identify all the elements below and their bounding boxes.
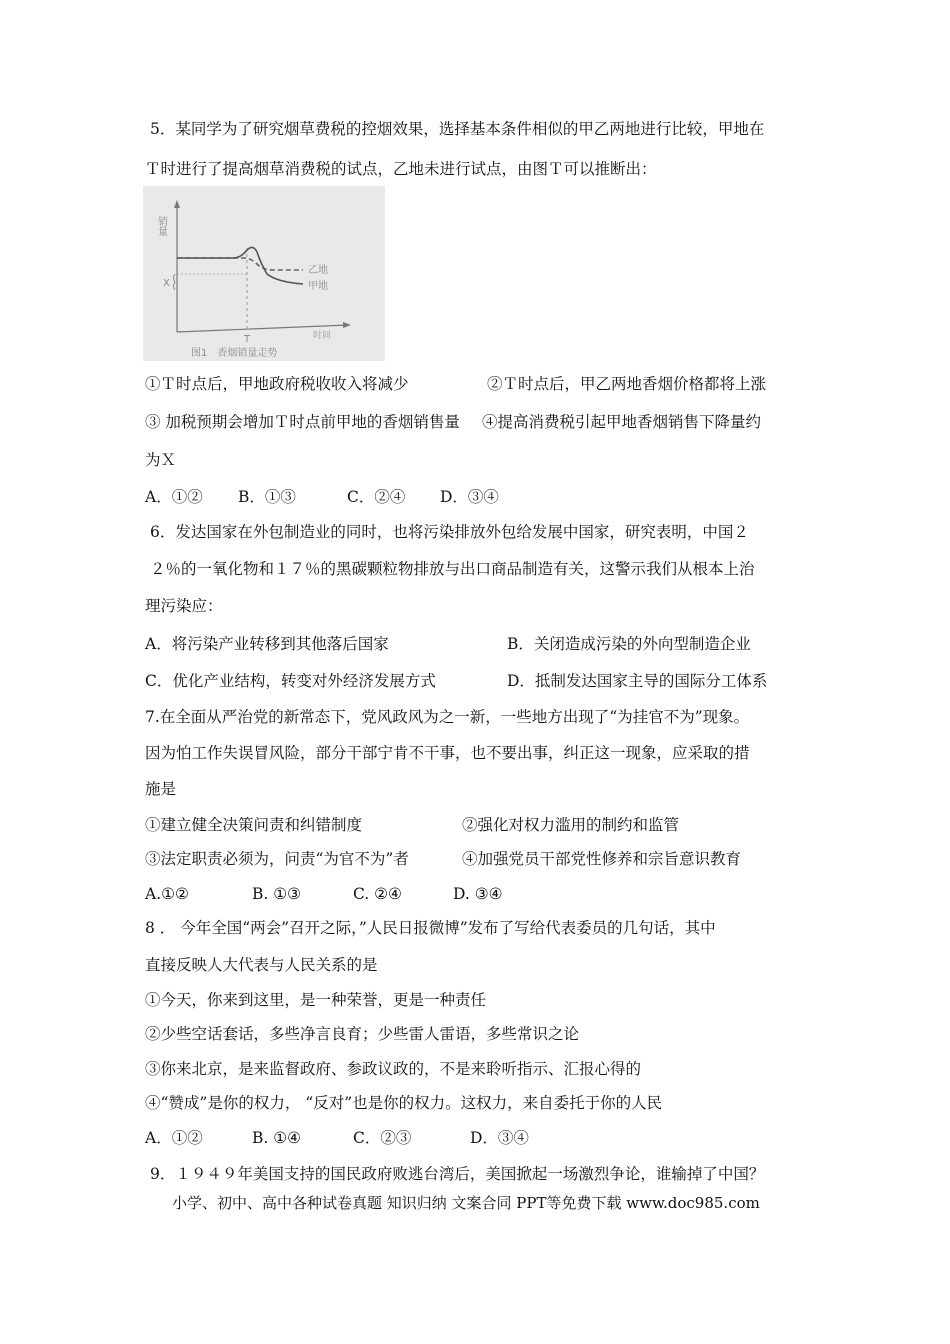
- q7-option-c: C. ②④: [353, 885, 402, 903]
- q6-line-1: 6．发达国家在外包制造业的同时，也将污染排放外包给发展中国家，研究表明，中国２: [150, 523, 749, 541]
- series-yi-line: [177, 258, 303, 270]
- q6-line-3: 理污染应：: [145, 597, 223, 615]
- q6-option-a: A．将污染产业转移到其他落后国家: [145, 635, 389, 653]
- q7-statement-1: ①建立健全决策问责和纠错制度: [145, 816, 363, 834]
- x-brace: [174, 274, 176, 290]
- q8-option-a: A．①②: [145, 1129, 203, 1147]
- q5-option-c: C．②④: [347, 488, 406, 506]
- y-axis-arrow: [174, 200, 180, 208]
- q5-statement-2: ②Ｔ时点后，甲乙两地香烟价格都将上涨: [487, 375, 767, 393]
- q5-option-a: A．①②: [145, 488, 203, 506]
- q7-statement-4: ④加强党员干部党性修养和宗旨意识教育: [462, 850, 742, 868]
- sales-trend-chart: [143, 186, 385, 361]
- q5-statement-1: ①Ｔ时点后，甲地政府税收收入将减少: [145, 375, 409, 393]
- series-jia-label: 甲地: [308, 281, 328, 292]
- series-jia-line: [177, 247, 303, 284]
- q5-line-2: Ｔ时进行了提高烟草消费税的试点，乙地未进行试点，由图Ｔ可以推断出：: [145, 160, 657, 178]
- q8-statement-4: ④“赞成”是你的权力， “反对”也是你的权力。这权力，来自委托于你的人民: [145, 1094, 663, 1112]
- q7-line-2: 因为怕工作失误冒风险，部分干部宁肯不干事，也不要出事，纠正这一现象，应采取的措: [145, 744, 750, 762]
- q8-option-b: B. ①④: [252, 1129, 302, 1147]
- q8-option-d: D．③④: [470, 1129, 529, 1147]
- q8-option-c: C．②③: [353, 1129, 412, 1147]
- sales-trend-figure: [143, 186, 385, 361]
- q9-line-1: 9．１９４９年美国支持的国民政府败逃台湾后，美国掀起一场激烈争论，谁输掉了中国？: [150, 1165, 765, 1183]
- q5-statement-3: ③ 加税预期会增加Ｔ时点前甲地的香烟销售量: [145, 413, 460, 431]
- q7-line-3: 施是: [145, 780, 177, 798]
- q5-line-1: 5．某同学为了研究烟草费税的控烟效果，选择基本条件相似的甲乙两地进行比较，甲地在: [150, 120, 765, 138]
- x-axis-arrow: [343, 322, 351, 328]
- q6-option-d: D．抵制发达国家主导的国际分工体系: [507, 672, 768, 690]
- q5-statement-4: ④提高消费税引起甲地香烟销售下降量约: [482, 413, 762, 431]
- q8-statement-2: ②少些空话套话，多些净言良育；少些雷人雷语，多些常识之论: [145, 1025, 580, 1043]
- q7-option-d: D. ③④: [453, 885, 503, 903]
- q7-option-a: A.①②: [145, 885, 189, 903]
- q8-line-2: 直接反映人大代表与人民关系的是: [145, 956, 378, 974]
- series-yi-label: 乙地: [308, 265, 328, 276]
- q5-option-d: D．③④: [440, 488, 499, 506]
- q8-statement-3: ③你来北京，是来监督政府、参政议政的，不是来聆听指示、汇报心得的: [145, 1060, 642, 1078]
- t-mark-label: T: [244, 334, 251, 345]
- q6-line-2: ２％的一氧化物和１７％的黑碳颗粒物排放与出口商品制造有关，这警示我们从根本上治: [150, 560, 755, 578]
- q5-statement-4-cont: 为Ｘ: [145, 451, 177, 469]
- q6-option-b: B．关闭造成污染的外向型制造企业: [507, 635, 751, 653]
- q8-statement-1: ①今天，你来到这里，是一种荣誉，更是一种责任: [145, 991, 487, 1009]
- x-axis-label: 时间: [313, 331, 332, 341]
- q7-statement-3: ③法定职责必须为，问责“为官不为”者: [145, 850, 409, 868]
- q7-option-b: B. ①③: [252, 885, 302, 903]
- q8-line-1: 8 ． 今年全国“两会”召开之际，”人民日报微博”发布了写给代表委员的几句话，其中: [145, 919, 716, 937]
- q5-option-b: B．①③: [238, 488, 296, 506]
- q6-option-c: C．优化产业结构，转变对外经济发展方式: [145, 672, 436, 690]
- y-axis-label: 销量: [155, 216, 167, 236]
- page-footer: 小学、初中、高中各种试卷真题 知识归纳 文案合同 PPT等免费下载 www.doc985.com: [172, 1194, 760, 1212]
- q7-line-1: 7.在全面从严治党的新常态下，党风政风为之一新，一些地方出现了“为挂官不为”现象。: [145, 708, 750, 726]
- q7-statement-2: ②强化对权力滥用的制约和监管: [462, 816, 680, 834]
- figure-caption: 图1 香烟销量走势: [191, 348, 278, 359]
- x-mark-label: X: [163, 278, 170, 289]
